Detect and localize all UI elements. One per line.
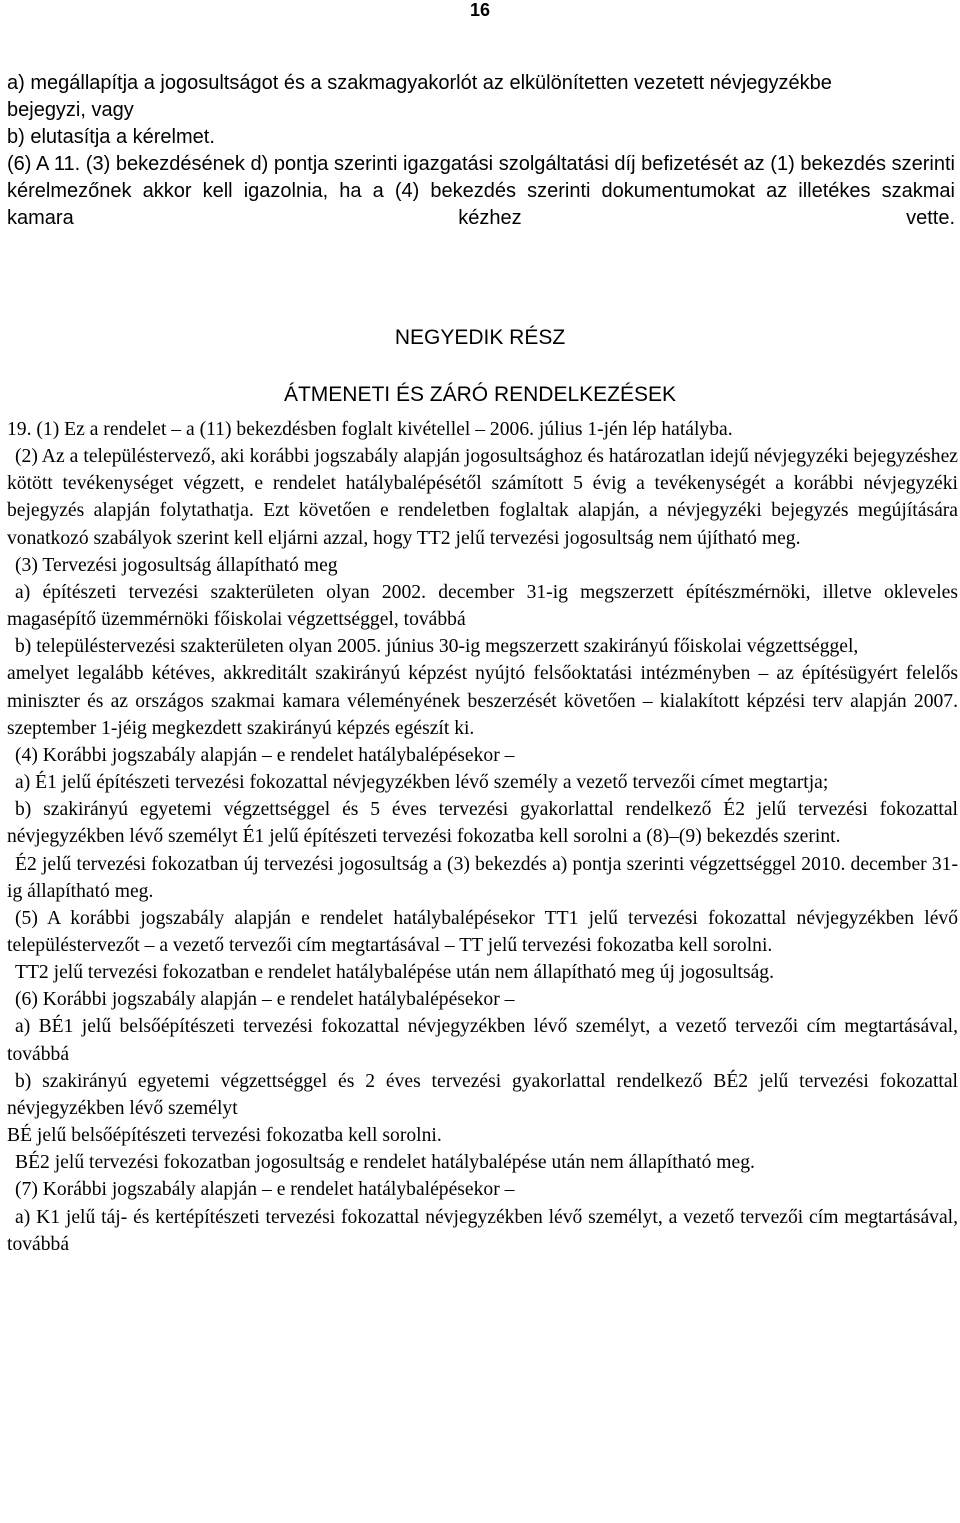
section-19-paragraph-7-a: a) K1 jelű táj- és kertépítészeti tervezési fokozattal névjegyzékben lévő személyt, a vezető tervezői cím megtartásával, továbbá <box>7 1206 958 1255</box>
section-19-paragraph-4: (4) Korábbi jogszabály alapján – e rendelet hatálybalépésekor – <box>15 744 515 766</box>
section-19-paragraph-3-b: b) településtervezési szakterületen olyan 2005. június 30-ig megszerzett szakirányú főiskolai végzettséggel, <box>15 636 859 658</box>
section-19-paragraph-4-b: b) szakirányú egyetemi végzettséggel és 5 éves tervezési gyakorlattal rendelkező É2 jelű tervezési fokozattal névjegyzékben lévő személyt É1 jelű építészeti tervezési fokozatba kell sorolni a (8)–(9) bekezdés szerint. <box>7 799 958 848</box>
page-number: 16 <box>469 0 491 20</box>
section-19-paragraph-6-a: a) BÉ1 jelű belsőépítészeti tervezési fokozattal névjegyzékben lévő személyt, a vezető tervezői cím megtartásával, továbbá <box>7 1016 958 1065</box>
section-19-paragraph-6-b: b) szakirányú egyetemi végzettséggel és 2 éves tervezési gyakorlattal rendelkező BÉ2 jelű tervezési fokozattal névjegyzékben lévő személyt <box>7 1070 958 1119</box>
section-19-paragraph-4-cont: É2 jelű tervezési fokozatban új tervezési jogosultság a (3) bekezdés a) pontja szerinti végzettséggel 2010. december 31-ig állapítható meg. <box>7 853 958 902</box>
intro-line-a: a) megállapítja a jogosultságot és a szakmagyakorlót az elkülönítetten vezetett névjegyzékbe <box>7 72 832 94</box>
intro-block <box>7 70 955 259</box>
part-title: NEGYEDIK RÉSZ <box>394 326 566 349</box>
section-19-paragraph-6: (6) Korábbi jogszabály alapján – e rendelet hatálybalépésekor – <box>15 989 515 1011</box>
chapter-title: ÁTMENETI ÉS ZÁRÓ RENDELKEZÉSEK <box>283 383 677 406</box>
section-19-paragraph-4-a: a) É1 jelű építészeti tervezési fokozattal névjegyzékben lévő személy a vezető tervezői címet megtartja; <box>15 772 829 794</box>
paragraph-6-text: (3) bekezdésének d) pontja szerinti igazgatási szolgáltatási díj befizetését az (1) bekezdés szerinti kérelmezőnek akkor kell igazolnia, ha a (4) bekezdés szerinti dokumentumokat az illetékes szakmai kamara kézhez vette. <box>7 153 955 229</box>
section-19-paragraph-6-cont: BÉ jelű belsőépítészeti tervezési fokozatba kell sorolni. <box>7 1125 442 1147</box>
section-19-paragraph-2: (2) Az a településtervező, aki korábbi jogszabály alapján jogosultsághoz és határozatlan idejű névjegyzéki bejegyzéshez kötött tevékenységet végzett, e rendelet hatálybalépésétől számított 5 évig a tevékenységét a korábbi névjegyzéki bejegyzés alapján folytathatja. Ezt követően e rendeletben foglaltak alapján, a névjegyzéki bejegyzés megújítására vonatkozó szabályok szerint kell eljárni azzal, hogy TT2 jelű tervezési jogosultság nem újítható meg. <box>7 446 958 549</box>
intro-paragraph-6 <box>7 151 955 259</box>
section-19-paragraph-6-note: BÉ2 jelű tervezési fokozatban jogosultság e rendelet hatálybalépése után nem állapítható meg. <box>15 1152 755 1174</box>
section-19-paragraph-3-a: a) építészeti tervezési szakterületen olyan 2002. december 31-ig megszerzett építészmérnöki, illetve okleveles magasépítő üzemmérnöki főiskolai végzettséggel, továbbá <box>7 581 958 631</box>
section-19-paragraph-1: 19. (1) Ez a rendelet – a (11) bekezdésben foglalt kivétellel – 2006. július 1-jén lép hatályba. <box>7 419 733 440</box>
provisions-body <box>7 416 958 1258</box>
paragraph-6-lead: (6) A 11. <box>7 153 81 175</box>
section-19-paragraph-7: (7) Korábbi jogszabály alapján – e rendelet hatálybalépésekor – <box>15 1179 515 1201</box>
section-19-paragraph-3-cont: amelyet legalább kétéves, akkreditált szakirányú képzést nyújtó felsőoktatási intézményben – az építésügyért felelős miniszter és az országos szakmai kamara véleményének beszerzését követően – kialakított képzési terv alapján 2007. szeptember 1-jéig megkezdett szakirányú képzés egészít ki. <box>7 663 958 739</box>
section-19-paragraph-3: (3) Tervezési jogosultság állapítható meg <box>15 554 338 576</box>
section-19-paragraph-5: (5) A korábbi jogszabály alapján e rendelet hatálybalépésekor TT1 jelű tervezési fokozattal névjegyzékben lévő településtervezőt – a vezető tervezői cím megtartásával – TT jelű tervezési fokozatba kell sorolni. <box>7 907 958 956</box>
intro-line-b: b) elutasítja a kérelmet. <box>7 126 215 148</box>
intro-line-a-cont: bejegyzi, vagy <box>7 99 134 121</box>
section-19-paragraph-5-cont: TT2 jelű tervezési fokozatban e rendelet hatálybalépése után nem állapítható meg új jogosultság. <box>15 962 774 984</box>
